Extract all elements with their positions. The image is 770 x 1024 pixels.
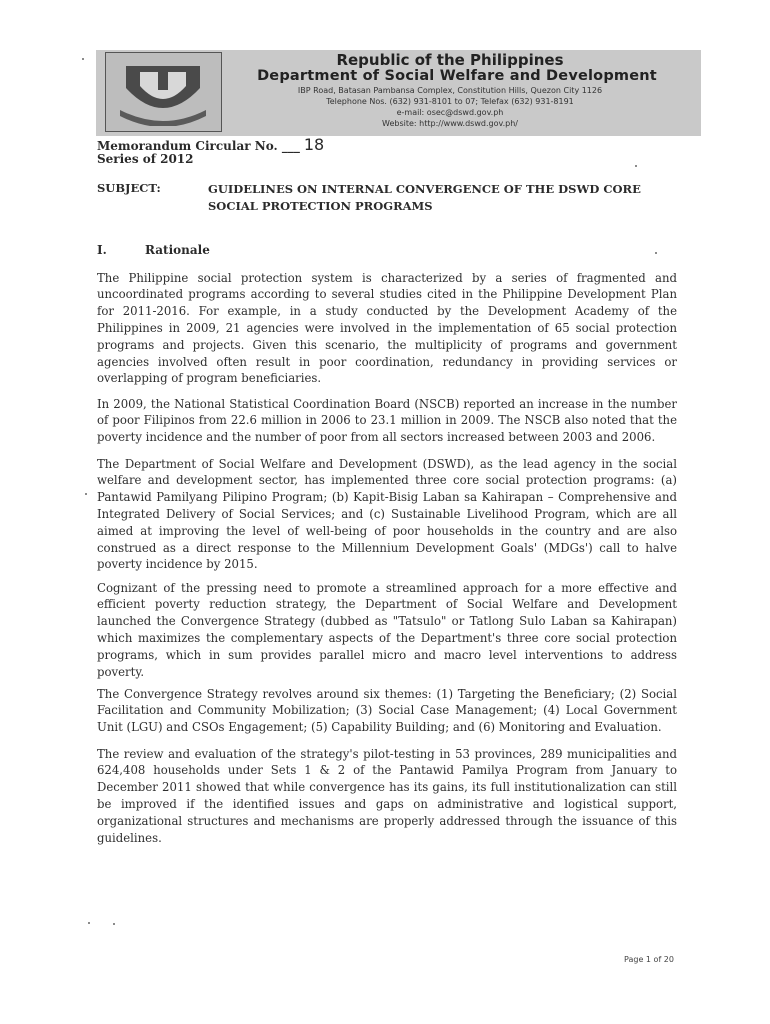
letterhead-phone: Telephone Nos. (632) 931-8101 to 07; Telefax (632) 931-8191 [326, 97, 574, 106]
dswd-logo-icon [112, 58, 214, 126]
section-number: I. [97, 243, 107, 257]
paragraph-2: In 2009, the National Statistical Coordination Board (NSCB) reported an increase in the number of poor Filipinos from 22.6 million in 2006 to 23.1 million in 2009. The NSCB also noted that the poverty incidence and the number of poor from all sectors increased between 2003 and 2006. [97, 396, 677, 445]
memo-circular-label: Memorandum Circular No. ___ [97, 139, 300, 153]
memo-series: Series of 2012 [97, 152, 194, 166]
paragraph-6: The review and evaluation of the strategy's pilot-testing in 53 provinces, 289 municipalities and 624,408 households under Sets 1 & 2 of the Pantawid Pamilya Program from January to December 2011 showed that while convergence has its gains, its full institutionalization can still be improved if the identified issues and gaps on administrative and logistical support, organizational structures and mechanisms are properly addressed through the issuance of this guidelines. [97, 746, 677, 845]
scan-speck [88, 922, 90, 924]
paragraph-3: The Department of Social Welfare and Development (DSWD), as the lead agency in the social welfare and development sector, has implemented three core social protection programs: (a) Pantawid Pamilyang Pilipino Program; (b) Kapit-Bisig Laban sa Kahirapan – Comprehensive and Integrated Delivery of Social Services; and (c) Sustainable Livelihood Program, which are all aimed at improving the level of well-being of poor households in the country and are also construed as a direct response to the Millennium Development Goals' (MDGs') call to halve poverty incidence by 2015. [97, 456, 677, 572]
section-title: Rationale [145, 243, 210, 257]
letterhead-republic: Republic of the Philippines [336, 51, 564, 69]
scan-speck [635, 165, 637, 167]
scan-speck [655, 252, 657, 254]
paragraph-4: Cognizant of the pressing need to promote a streamlined approach for a more effective and efficient poverty reduction strategy, the Department of Social Welfare and Development launched the Convergence Strategy (dubbed as "Tatsulo" or Tatlong Sulo Laban sa Kahirapan) which maximizes the complementary aspects of the Department's three core social protection programs, which in sum provides parallel micro and macro level interventions to address poverty. [97, 580, 677, 679]
letterhead-website: Website: http://www.dswd.gov.ph/ [382, 119, 518, 128]
scan-speck [113, 923, 115, 925]
scan-speck [85, 493, 87, 495]
subject-label: SUBJECT: [97, 181, 161, 195]
letterhead-department: Department of Social Welfare and Development [257, 68, 657, 84]
paragraph-5: The Convergence Strategy revolves around six themes: (1) Targeting the Beneficiary; (2) Social Facilitation and Community Mobilization; (3) Social Case Management; (4) Local Government Unit (LGU) and CSOs Engagement; (5) Capability Building; and (6) Monitoring and Evaluation. [97, 686, 677, 735]
memo-circular-number: 18 [303, 135, 325, 154]
paragraph-1: The Philippine social protection system is characterized by a series of fragmented and uncoordinated programs according to several studies cited in the Philippine Development Plan for 2011-2016. For example, in a study conducted by the Development Academy of the Philippines in 2009, 21 agencies were involved in the implementation of 65 social protection programs and projects. Given this scenario, the multiplicity of programs and government agencies involved often result in poor coordination, redundancy in providing services or overlapping of program beneficiaries. [97, 270, 677, 386]
dswd-logo [105, 52, 222, 132]
page-number: Page 1 of 20 [624, 955, 674, 964]
scan-speck [82, 58, 84, 60]
letterhead-address: IBP Road, Batasan Pambansa Complex, Constitution Hills, Quezon City 1126 [297, 86, 603, 95]
subject-text: GUIDELINES ON INTERNAL CONVERGENCE OF THE DSWD CORE SOCIAL PROTECTION PROGRAMS [208, 182, 641, 213]
letterhead-email: e-mail: osec@dswd.gov.ph [396, 108, 504, 117]
